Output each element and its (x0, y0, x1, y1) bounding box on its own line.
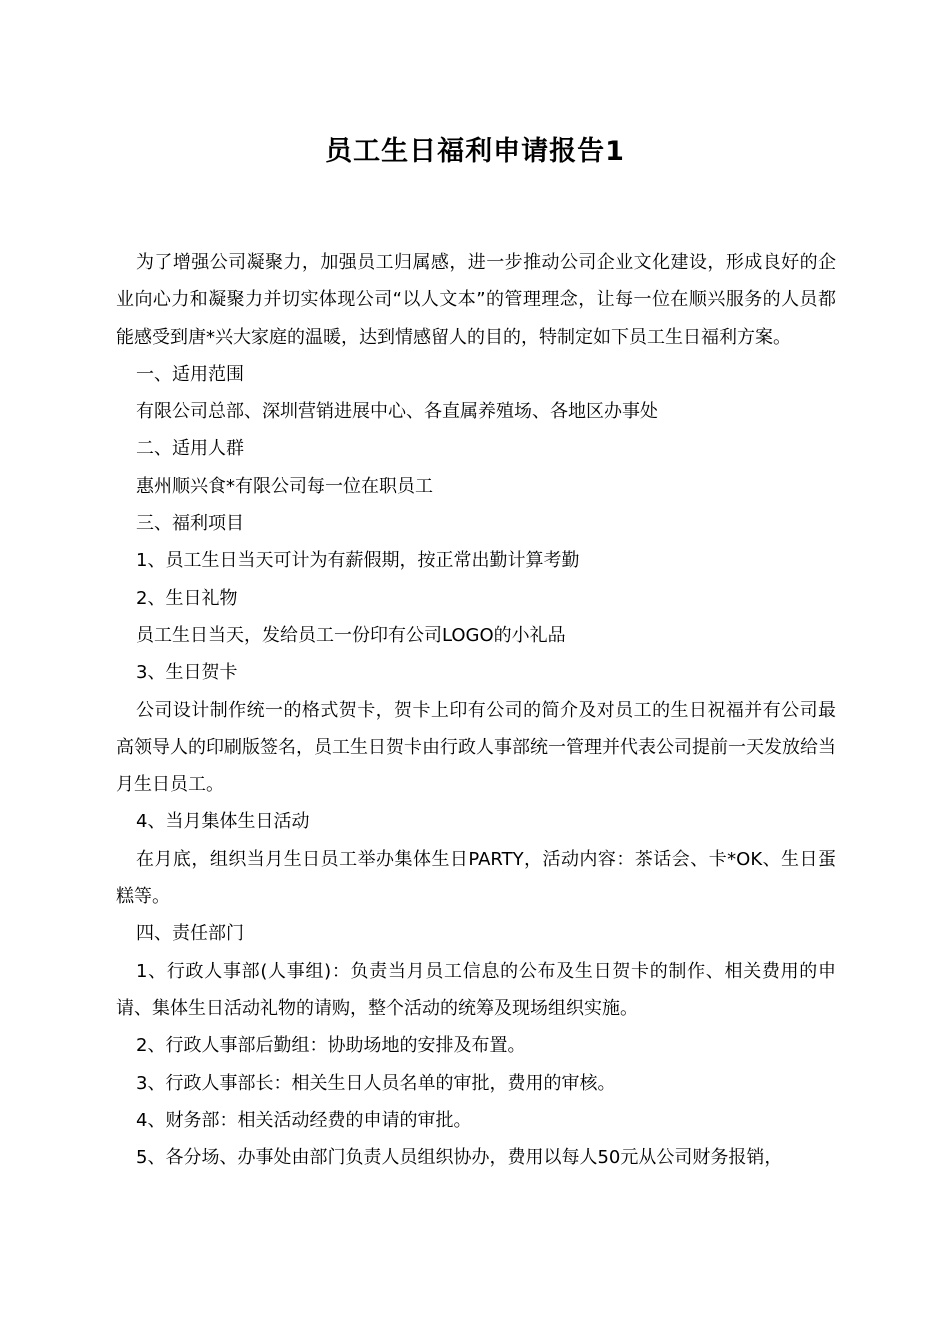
department-item-finance: 4、财务部：相关活动经费的申请的审批。 (136, 1109, 472, 1131)
department-item-hr: 1、行政人事部(人事组)：负责当月员工信息的公布及生日贺卡的制作、相关费用的申请、集体生日活动礼物的请购，整个活动的统筹及现场组织实施。 (116, 960, 836, 1019)
paragraph-intro: 为了增强公司凝聚力，加强员工归属感，进一步推动公司企业文化建设，形成良好的企业向心力和凝聚力并切实体现公司“以人文本”的管理理念，让每一位在顺兴服务的人员都能感受到唐*兴大家庭的温暖，达到情感留人的目的，特制定如下员工生日福利方案。 (116, 252, 836, 348)
benefit-item-card: 3、生日贺卡 (136, 662, 238, 684)
document-title: 员工生日福利申请报告1 (325, 136, 625, 167)
paragraph-party: 在月底，组织当月生日员工举办集体生日PARTY，活动内容：茶话会、卡*OK、生日蛋糕等。 (116, 848, 836, 908)
paragraph-scope: 有限公司总部、深圳营销进展中心、各直属养殖场、各地区办事处 (136, 401, 658, 423)
paragraph-gift: 员工生日当天，发给员工一份印有公司LOGO的小礼品 (136, 624, 566, 646)
document-body (116, 244, 836, 1176)
benefit-item-paid-leave: 1、员工生日当天可计为有薪假期，按正常出勤计算考勤 (136, 550, 580, 572)
department-item-logistics: 2、行政人事部后勤组：协助场地的安排及布置。 (136, 1035, 526, 1057)
department-item-hr-head: 3、行政人事部长：相关生日人员名单的审批，费用的审核。 (136, 1072, 616, 1094)
benefit-item-party: 4、当月集体生日活动 (136, 811, 310, 833)
benefit-item-gift: 2、生日礼物 (136, 587, 238, 609)
section-heading-audience: 二、适用人群 (136, 438, 244, 460)
paragraph-audience: 惠州顺兴食*有限公司每一位在职员工 (136, 475, 433, 497)
section-heading-scope: 一、适用范围 (136, 363, 244, 385)
section-heading-benefits: 三、福利项目 (136, 513, 244, 535)
department-item-branches: 5、各分场、办事处由部门负责人员组织协办，费用以每人50元从公司财务报销， (136, 1147, 783, 1169)
section-heading-departments: 四、责任部门 (136, 923, 244, 945)
paragraph-card: 公司设计制作统一的格式贺卡，贺卡上印有公司的简介及对员工的生日祝福并有公司最高领导人的印刷版签名，员工生日贺卡由行政人事部统一管理并代表公司提前一天发放给当月生日员工。 (116, 699, 836, 796)
